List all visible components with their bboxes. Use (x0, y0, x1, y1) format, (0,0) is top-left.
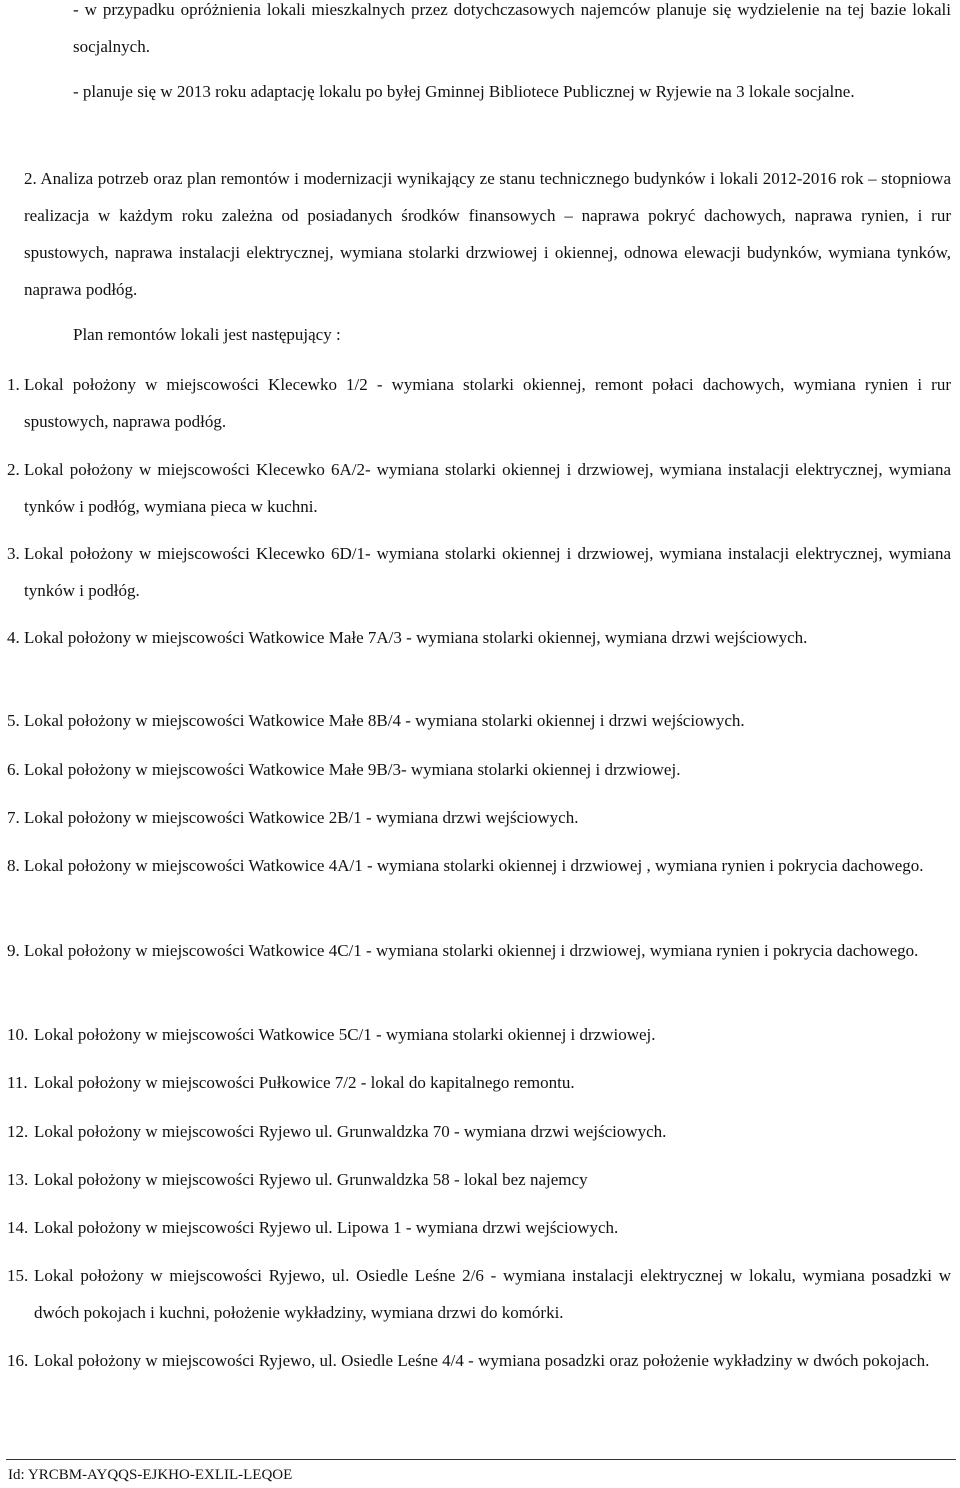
list-item-text: Lokal położony w miejscowości Watkowice Małe 8B/4 - wymiana stolarki okiennej i drzwi wejściowych. (24, 711, 745, 730)
list-item-text: Lokal położony w miejscowości Ryjewo ul. Grunwaldzka 70 - wymiana drzwi wejściowych. (34, 1122, 667, 1141)
list-item-text: Lokal położony w miejscowości Ryjewo, ul. Osiedle Leśne 2/6 - wymiana instalacji elektrycznej w lokalu, wymiana posadzki w dwóch pokojach i kuchni, położenie wykładziny, wymiana drzwi do komórki. (34, 1266, 951, 1322)
list-item-number: 3. (7, 544, 20, 563)
list-item-text: Lokal położony w miejscowości Watkowice Małe 7A/3 - wymiana stolarki okiennej, wymiana drzwi wejściowych. (24, 628, 808, 647)
footer-divider (6, 1459, 956, 1460)
list-item-number: 1. (7, 375, 20, 394)
plan-heading (73, 316, 951, 353)
list-item-number: 5. (7, 711, 20, 730)
list-item (7, 799, 951, 836)
list-item-number: 12. (7, 1122, 29, 1141)
list-item-text: Lokal położony w miejscowości Watkowice 4A/1 - wymiana stolarki okiennej i drzwiowej , wymiana rynien i pokrycia dachowego. (24, 856, 924, 875)
list-item-text: Lokal położony w miejscowości Watkowice 4C/1 - wymiana stolarki okiennej i drzwiowej, wymiana rynien i pokrycia dachowego. (24, 941, 919, 960)
list-item-number: 16. (7, 1351, 29, 1370)
list-item (7, 1257, 951, 1331)
list-item-text: Lokal położony w miejscowości Klecewko 6D/1- wymiana stolarki okiennej i drzwiowej, wymiana instalacji elektrycznej, wymiana tynków i podłóg. (24, 544, 951, 600)
list-item-text: Lokal położony w miejscowości Watkowice 2B/1 - wymiana drzwi wejściowych. (24, 808, 579, 827)
list-item-number: 14. (7, 1218, 29, 1237)
list-item (7, 1209, 951, 1246)
document-id-footer: Id: YRCBM-AYQQS-EJKHO-EXLIL-LEQOE (8, 1467, 293, 1483)
list-item (7, 619, 951, 656)
list-item (7, 702, 951, 739)
bullet-library-adaptation-text: - planuje się w 2013 roku adaptację lokalu po byłej Gminnej Bibliotece Publicznej w Ryjewie na 3 lokale socjalne. (73, 82, 855, 101)
list-item (7, 1064, 951, 1101)
section-2-paragraph (24, 160, 951, 308)
list-item-number: 6. (7, 760, 20, 779)
list-item (7, 751, 951, 788)
list-item-number: 9. (7, 941, 20, 960)
list-item (7, 1342, 951, 1379)
list-item-number: 13. (7, 1170, 29, 1189)
list-item-number: 10. (7, 1025, 29, 1044)
bullet-social-units-text: - w przypadku opróżnienia lokali mieszkalnych przez dotychczasowych najemców planuje się wydzielenie na tej bazie lokali socjalnych. (73, 0, 951, 56)
list-item (7, 847, 951, 884)
bullet-library-adaptation (73, 73, 951, 110)
list-item (7, 535, 951, 609)
bullet-social-units (73, 0, 951, 65)
list-item (7, 932, 951, 969)
list-item-number: 4. (7, 628, 20, 647)
plan-heading-text: Plan remontów lokali jest następujący : (73, 325, 341, 344)
list-item (7, 1161, 951, 1198)
list-item-text: Lokal położony w miejscowości Klecewko 1/2 - wymiana stolarki okiennej, remont połaci dachowych, wymiana rynien i rur spustowych, naprawa podłóg. (24, 375, 951, 431)
list-item-text: Lokal położony w miejscowości Klecewko 6A/2- wymiana stolarki okiennej i drzwiowej, wymiana instalacji elektrycznej, wymiana tynków i podłóg, wymiana pieca w kuchni. (24, 460, 951, 516)
list-item-text: Lokal położony w miejscowości Pułkowice 7/2 - lokal do kapitalnego remontu. (34, 1073, 575, 1092)
list-item-number: 7. (7, 808, 20, 827)
list-item (7, 1113, 951, 1150)
list-item-text: Lokal położony w miejscowości Ryjewo ul. Grunwaldzka 58 - lokal bez najemcy (34, 1170, 588, 1189)
list-item-number: 2. (7, 460, 20, 479)
list-item-number: 15. (7, 1266, 29, 1285)
list-item-text: Lokal położony w miejscowości Ryjewo ul. Lipowa 1 - wymiana drzwi wejściowych. (34, 1218, 619, 1237)
list-item (7, 451, 951, 525)
list-item-text: Lokal położony w miejscowości Watkowice Małe 9B/3- wymiana stolarki okiennej i drzwiowej. (24, 760, 681, 779)
list-item-number: 11. (7, 1073, 28, 1092)
list-item (7, 1016, 951, 1053)
list-item (7, 366, 951, 440)
list-item-number: 8. (7, 856, 20, 875)
section-2-text: 2. Analiza potrzeb oraz plan remontów i modernizacji wynikający ze stanu technicznego budynków i lokali 2012-2016 rok – stopniowa realizacja w każdym roku zależna od posiadanych środków finansowych – naprawa pokryć dachowych, naprawa rynien, i rur spustowych, naprawa instalacji elektrycznej, wymiana stolarki drzwiowej i okiennej, odnowa elewacji budynków, wymiana tynków, naprawa podłóg. (24, 169, 951, 299)
list-item-text: Lokal położony w miejscowości Watkowice 5C/1 - wymiana stolarki okiennej i drzwiowej. (34, 1025, 656, 1044)
list-item-text: Lokal położony w miejscowości Ryjewo, ul. Osiedle Leśne 4/4 - wymiana posadzki oraz położenie wykładziny w dwóch pokojach. (34, 1351, 930, 1370)
